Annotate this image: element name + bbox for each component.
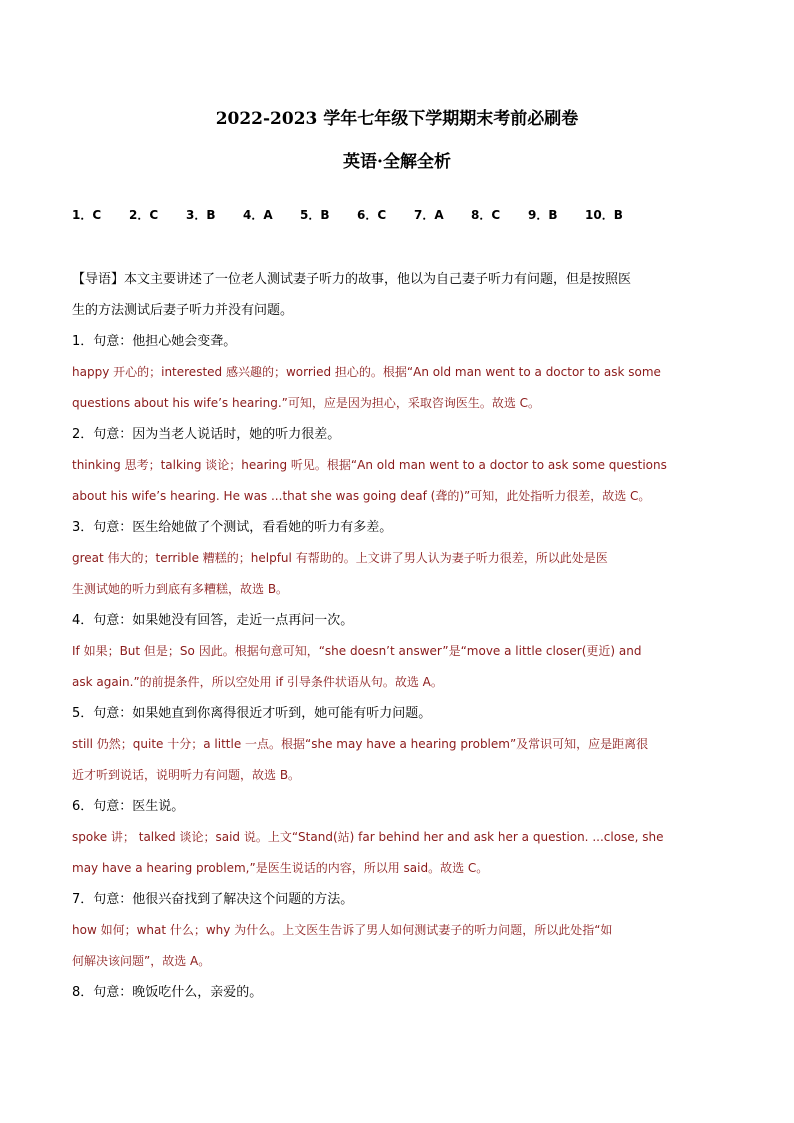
item-explanation: happy 开心的；interested 感兴趣的；worried 担心的。根据“An old man went to a doctor to ask some xyxy=(72,365,661,379)
item-explanation: If 如果；But 但是；So 因此。根据句意可知，“she doesn’t answer”是“move a little closer(更近) and xyxy=(72,644,642,658)
document-title: 2022-2023 学年七年级下学期期末考前必刷卷 xyxy=(215,109,579,129)
item-question: 4．句意：如果她没有回答，走近一点再问一次。 xyxy=(72,613,354,628)
item-question: 3．句意：医生给她做了个测试，看看她的听力有多差。 xyxy=(72,520,393,535)
item-question: 1．句意：他担心她会变聋。 xyxy=(72,334,237,349)
item-explanation: still 仍然；quite 十分；a little 一点。根据“she may have a hearing problem”及常识可知，应是距离很 xyxy=(72,737,649,751)
guide-line: 生的方法测试后妻子听力并没有问题。 xyxy=(72,303,294,318)
answer-item: 1．C xyxy=(72,208,102,222)
guide-line: 【导语】本文主要讲述了一位老人测试妻子听力的故事，他以为自己妻子听力有问题，但是按照医 xyxy=(72,272,632,287)
item-question: 7．句意：他很兴奋找到了解决这个问题的方法。 xyxy=(72,892,354,907)
answer-key xyxy=(72,206,642,223)
item-explanation: 生测试她的听力到底有多糟糕，故选 B。 xyxy=(72,582,289,596)
item-explanation: thinking 思考；talking 谈论；hearing 听见。根据“An old man went to a doctor to ask some questions xyxy=(72,458,667,472)
item-explanation: ask again.”的前提条件，所以空处用 if 引导条件状语从句。故选 A。 xyxy=(72,675,443,689)
answer-item: 9．B xyxy=(528,208,558,222)
item-explanation: questions about his wife’s hearing.”可知，应是因为担心，采取咨询医生。故选 C。 xyxy=(72,396,541,410)
document-subtitle: 英语·全解全析 xyxy=(343,152,451,172)
item-explanation: great 伟大的；terrible 糟糕的；helpful 有帮助的。上文讲了男人认为妻子听力很差，所以此处是医 xyxy=(72,551,608,565)
answer-item: 4．A xyxy=(243,208,273,222)
answer-item: 2．C xyxy=(129,208,159,222)
item-question: 2．句意：因为当老人说话时，她的听力很差。 xyxy=(72,427,341,442)
answer-item: 3．B xyxy=(186,208,216,222)
item-explanation: how 如何；what 什么；why 为什么。上文医生告诉了男人如何测试妻子的听力问题，所以此处指“如 xyxy=(72,923,613,937)
item-question: 5．句意：如果她直到你离得很近才听到，她可能有听力问题。 xyxy=(72,706,432,721)
explanation-body xyxy=(72,264,684,1008)
answer-item: 7．A xyxy=(414,208,444,222)
answer-item: 6．C xyxy=(357,208,387,222)
item-explanation: 近才听到说话，说明听力有问题，故选 B。 xyxy=(72,768,301,782)
answer-item: 8．C xyxy=(471,208,501,222)
item-question: 6．句意：医生说。 xyxy=(72,799,185,814)
answer-item: 10．B xyxy=(585,208,623,222)
item-explanation: may have a hearing problem,”是医生说话的内容，所以用 said。故选 C。 xyxy=(72,861,489,875)
item-explanation: about his wife’s hearing. He was ...that she was going deaf (聋的)”可知，此处指听力很差，故选 C。 xyxy=(72,489,651,503)
item-question: 8．句意：晚饭吃什么，亲爱的。 xyxy=(72,985,263,1000)
answer-item: 5．B xyxy=(300,208,330,222)
item-explanation: spoke 讲； talked 谈论；said 说。上文“Stand(站) far behind her and ask her a question. ...close, she xyxy=(72,830,664,844)
item-explanation: 何解决该问题”，故选 A。 xyxy=(72,954,211,968)
